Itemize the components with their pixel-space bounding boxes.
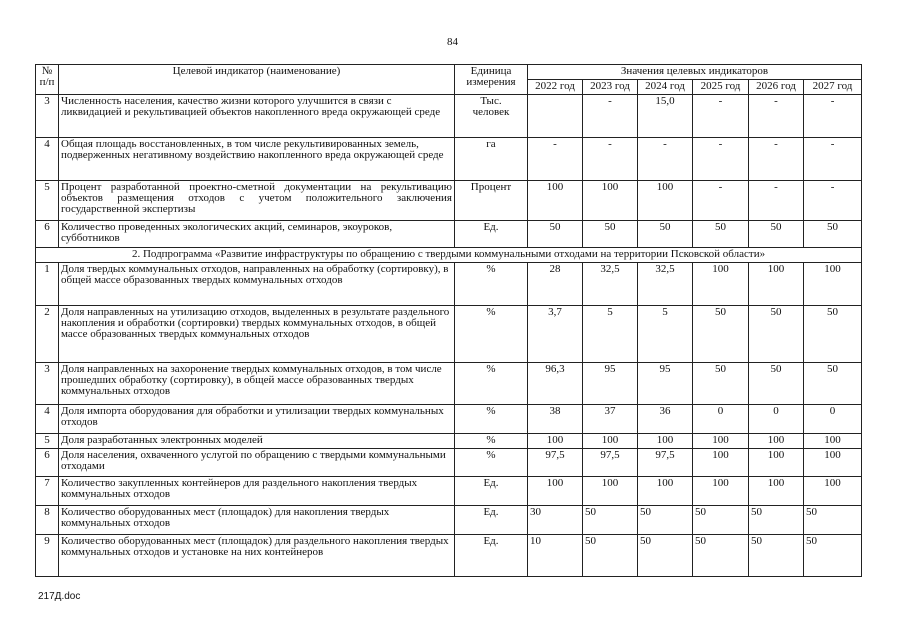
indicator-name: Процент разработанной проектно-сметной документации на рекультивацию объектов размещения отходов с учетом положительного заключения государственной экспертизы	[59, 181, 455, 221]
indicator-value: 50	[804, 363, 862, 405]
indicator-value: 50	[528, 221, 583, 248]
indicator-name: Численность населения, качество жизни которого улучшится в связи с ликвидацией и рекультивацией объектов накопленного вреда окружающей среде	[59, 95, 455, 138]
indicator-value: -	[583, 138, 638, 181]
indicator-value: 100	[693, 434, 749, 449]
indicator-value: 50	[804, 506, 862, 535]
indicator-value: 5	[583, 306, 638, 363]
table-row	[36, 181, 862, 221]
indicator-value: 50	[583, 506, 638, 535]
indicator-name: Доля твердых коммунальных отходов, направленных на обработку (сортировку), в общей массе образованных твердых коммунальных отходов	[59, 263, 455, 306]
unit-of-measure: Процент	[455, 181, 528, 221]
indicator-value: 50	[749, 535, 804, 577]
table-row	[36, 221, 862, 248]
indicator-value: 50	[693, 506, 749, 535]
row-number: 3	[36, 95, 59, 138]
indicator-value: 32,5	[638, 263, 693, 306]
table-row	[36, 506, 862, 535]
indicator-value: 100	[804, 263, 862, 306]
indicator-value: 50	[693, 363, 749, 405]
indicator-value: -	[693, 138, 749, 181]
unit-of-measure: Ед.	[455, 535, 528, 577]
indicator-value: 96,3	[528, 363, 583, 405]
indicator-value: 50	[693, 221, 749, 248]
header-unit: Единица измерения	[455, 65, 528, 95]
unit-of-measure: Ед.	[455, 506, 528, 535]
header-row-1	[36, 65, 862, 80]
indicator-value: 97,5	[583, 449, 638, 477]
indicator-value: 100	[528, 181, 583, 221]
indicator-name: Количество оборудованных мест (площадок) для раздельного накопления твердых коммунальных отходов и установке на них контейнеров	[59, 535, 455, 577]
indicator-name: Доля направленных на захоронение твердых коммунальных отходов, в том числе прошедших обработку (сортировку), в общей массе образованных твердых коммунальных отходов	[59, 363, 455, 405]
row-number: 7	[36, 477, 59, 506]
header-values-title: Значения целевых индикаторов	[528, 65, 862, 80]
indicator-value: 100	[749, 477, 804, 506]
indicator-value: 97,5	[638, 449, 693, 477]
indicator-value: -	[583, 95, 638, 138]
header-year: 2026 год	[749, 80, 804, 95]
indicator-value: 50	[804, 535, 862, 577]
indicator-name: Количество закупленных контейнеров для раздельного накопления твердых коммунальных отходов	[59, 477, 455, 506]
unit-of-measure: Тыс. человек	[455, 95, 528, 138]
table-row	[36, 535, 862, 577]
indicator-name: Доля разработанных электронных моделей	[59, 434, 455, 449]
indicator-value: 100	[528, 434, 583, 449]
indicator-name: Доля импорта оборудования для обработки и утилизации твердых коммунальных отходов	[59, 405, 455, 434]
table-row	[36, 449, 862, 477]
unit-of-measure: %	[455, 263, 528, 306]
indicator-value: 28	[528, 263, 583, 306]
indicator-value: 50	[693, 306, 749, 363]
indicator-value: 100	[638, 434, 693, 449]
indicator-value: -	[804, 95, 862, 138]
indicator-value: 100	[749, 449, 804, 477]
header-year: 2027 год	[804, 80, 862, 95]
indicator-value	[528, 95, 583, 138]
indicator-name: Доля направленных на утилизацию отходов, выделенных в результате раздельного накопления и обработки (сортировки) твердых коммунальных отходов, в общей массе образованных твердых коммунальных отходов	[59, 306, 455, 363]
indicator-value: -	[749, 95, 804, 138]
indicator-value: 0	[749, 405, 804, 434]
indicator-value: 100	[693, 449, 749, 477]
indicator-value: -	[804, 181, 862, 221]
row-number: 5	[36, 434, 59, 449]
row-number: 3	[36, 363, 59, 405]
header-year: 2022 год	[528, 80, 583, 95]
indicator-value: 100	[583, 181, 638, 221]
indicator-value: 100	[804, 434, 862, 449]
indicator-value: -	[693, 95, 749, 138]
unit-of-measure: %	[455, 306, 528, 363]
subprogram-title: 2. Подпрограмма «Развитие инфраструктуры по обращению с твердыми коммунальными отходами на территории Псковской области»	[36, 248, 862, 263]
table-row	[36, 95, 862, 138]
row-number: 2	[36, 306, 59, 363]
unit-of-measure: Ед.	[455, 477, 528, 506]
indicator-value: 50	[583, 535, 638, 577]
indicator-name: Доля населения, охваченного услугой по обращению с твердыми коммунальными отходами	[59, 449, 455, 477]
indicator-value: -	[528, 138, 583, 181]
unit-of-measure: Ед.	[455, 221, 528, 248]
table-row	[36, 306, 862, 363]
indicator-value: -	[749, 138, 804, 181]
indicator-value: 50	[749, 306, 804, 363]
indicator-value: 100	[638, 181, 693, 221]
footer-filename: 217Д.doc	[38, 591, 81, 602]
indicator-name: Количество проведенных экологических акций, семинаров, экоуроков, субботников	[59, 221, 455, 248]
header-year: 2025 год	[693, 80, 749, 95]
indicator-value: 32,5	[583, 263, 638, 306]
indicator-value: 5	[638, 306, 693, 363]
table-row	[36, 477, 862, 506]
indicator-value: 50	[804, 306, 862, 363]
indicator-value: 100	[804, 449, 862, 477]
indicator-value: 100	[804, 477, 862, 506]
row-number: 4	[36, 138, 59, 181]
indicator-value: 50	[583, 221, 638, 248]
subprogram-row	[36, 248, 862, 263]
indicator-value: 10	[528, 535, 583, 577]
indicator-value: -	[804, 138, 862, 181]
indicator-value: 100	[749, 263, 804, 306]
indicator-value: -	[638, 138, 693, 181]
indicator-value: -	[693, 181, 749, 221]
indicator-value: 100	[528, 477, 583, 506]
indicator-value: 15,0	[638, 95, 693, 138]
table-row	[36, 434, 862, 449]
indicator-value: 100	[693, 263, 749, 306]
indicator-value: 97,5	[528, 449, 583, 477]
unit-of-measure: %	[455, 405, 528, 434]
indicator-name: Общая площадь восстановленных, в том числе рекультивированных земель, подверженных негативному воздействию накопленного вреда окружающей среде	[59, 138, 455, 181]
indicator-value: 50	[749, 363, 804, 405]
indicator-value: 50	[804, 221, 862, 248]
indicator-value: 50	[638, 506, 693, 535]
table-row	[36, 138, 862, 181]
indicator-value: 100	[693, 477, 749, 506]
indicator-value: 36	[638, 405, 693, 434]
unit-of-measure: %	[455, 449, 528, 477]
header-name: Целевой индикатор (наименование)	[59, 65, 455, 95]
indicator-value: 50	[749, 506, 804, 535]
header-num: № п/п	[36, 65, 59, 95]
unit-of-measure: %	[455, 363, 528, 405]
indicator-name: Количество оборудованных мест (площадок) для накопления твердых коммунальных отходов	[59, 506, 455, 535]
row-number: 5	[36, 181, 59, 221]
indicator-value: 100	[638, 477, 693, 506]
row-number: 1	[36, 263, 59, 306]
table-row	[36, 263, 862, 306]
indicator-value: 100	[583, 477, 638, 506]
indicator-value: 3,7	[528, 306, 583, 363]
row-number: 6	[36, 449, 59, 477]
header-year: 2024 год	[638, 80, 693, 95]
row-number: 6	[36, 221, 59, 248]
indicator-value: 38	[528, 405, 583, 434]
indicator-value: 30	[528, 506, 583, 535]
row-number: 8	[36, 506, 59, 535]
indicator-value: 50	[638, 535, 693, 577]
indicator-value: -	[749, 181, 804, 221]
indicator-value: 50	[749, 221, 804, 248]
unit-of-measure: %	[455, 434, 528, 449]
indicator-value: 0	[693, 405, 749, 434]
indicator-value: 95	[638, 363, 693, 405]
indicator-value: 95	[583, 363, 638, 405]
header-year: 2023 год	[583, 80, 638, 95]
row-number: 9	[36, 535, 59, 577]
indicator-value: 100	[749, 434, 804, 449]
table-row	[36, 363, 862, 405]
indicator-value: 50	[638, 221, 693, 248]
row-number: 4	[36, 405, 59, 434]
page-number: 84	[447, 36, 458, 48]
indicator-value: 100	[583, 434, 638, 449]
indicator-value: 50	[693, 535, 749, 577]
indicators-table	[35, 64, 862, 577]
indicator-value: 0	[804, 405, 862, 434]
table-row	[36, 405, 862, 434]
unit-of-measure: га	[455, 138, 528, 181]
indicator-value: 37	[583, 405, 638, 434]
